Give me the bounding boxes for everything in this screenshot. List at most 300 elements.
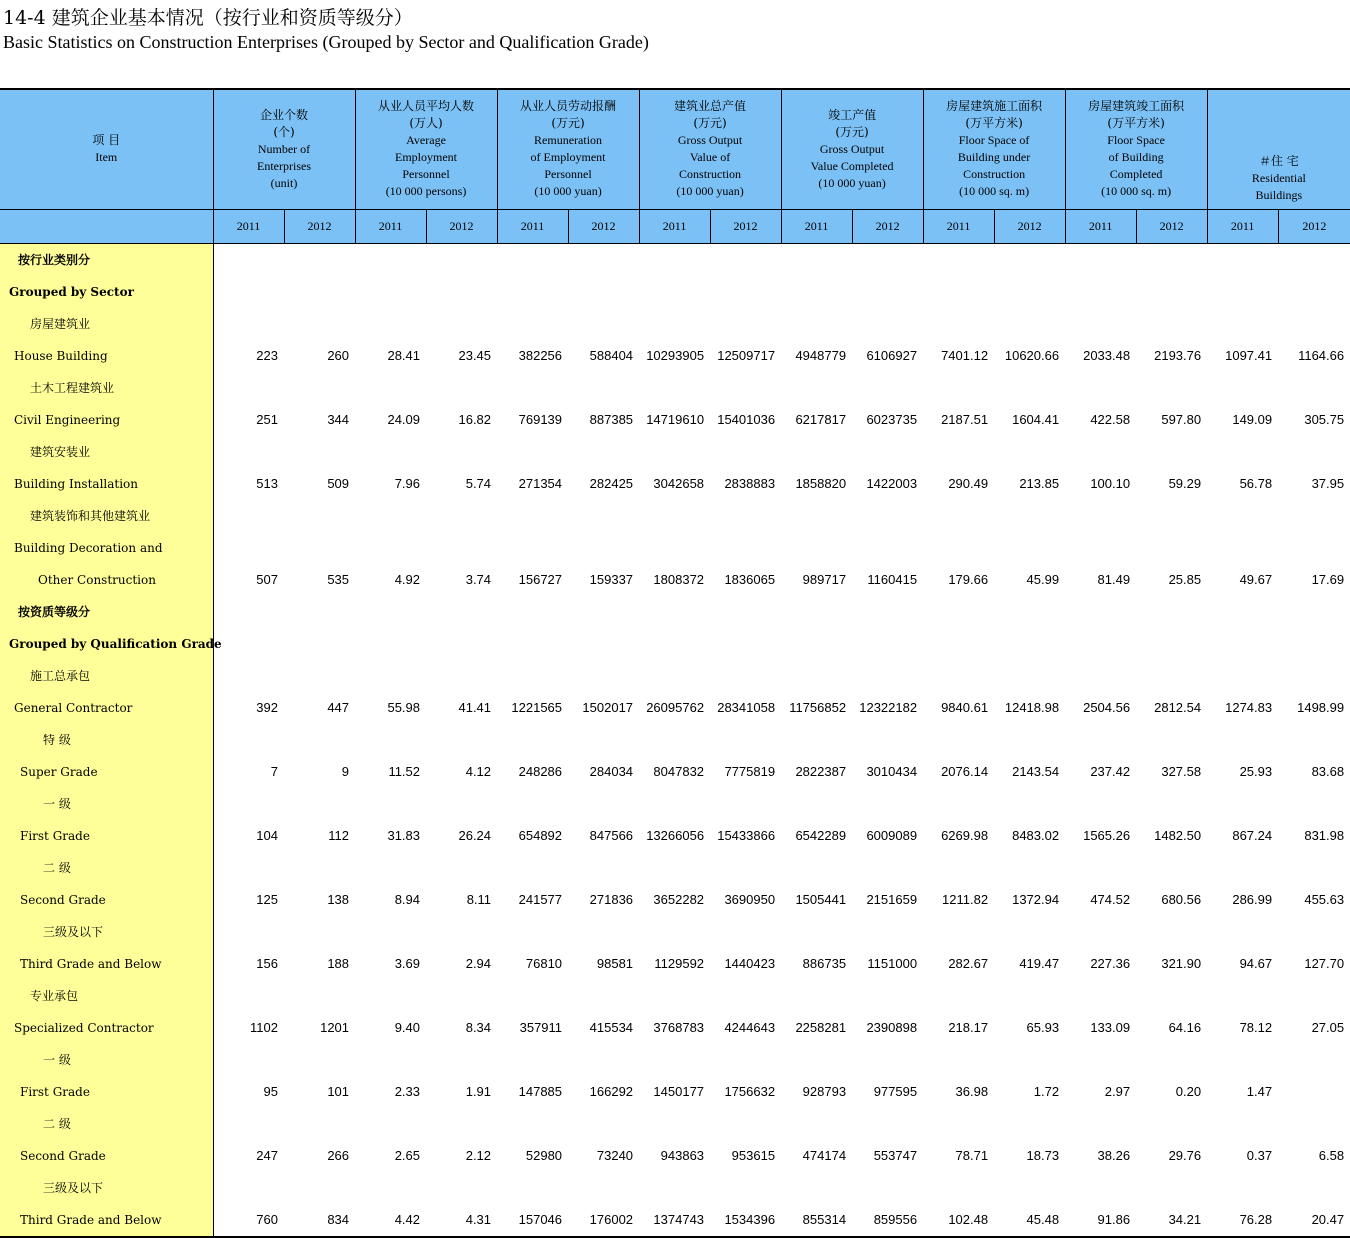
table-cell [213,436,284,468]
table-cell: 886735 [802,956,847,971]
table-row [0,916,1350,948]
table-cell [1278,372,1350,404]
table-cell [497,500,568,532]
table-cell [1065,308,1136,340]
table-cell [497,724,568,756]
table-cell [284,1172,355,1204]
table-cell: 392 [256,700,278,715]
table-row [0,500,1350,532]
table-cell [1136,372,1207,404]
table-cell: 3768783 [653,1020,705,1035]
table-cell: 56.78 [1239,476,1273,491]
table-cell [710,276,781,308]
row-label: Grouped by Qualification Grade [0,628,213,660]
table-cell [994,372,1065,404]
table-cell [568,788,639,820]
table-cell: 513 [256,476,278,491]
table-cell [781,276,852,308]
table-cell: 6023735 [866,412,918,427]
table-cell [710,660,781,692]
table-row [0,404,1350,436]
table-cell: 36.98 [955,1084,989,1099]
year-header: 2011 [1065,209,1136,243]
table-cell: 3042658 [653,476,705,491]
table-cell: 7.96 [394,476,421,491]
table-cell: 305.75 [1304,412,1345,427]
table-cell [426,500,497,532]
table-cell: 247 [256,1148,278,1163]
table-cell [923,852,994,884]
table-cell: 2193.76 [1154,348,1202,363]
table-cell [497,436,568,468]
table-cell [1207,532,1278,564]
table-cell [639,276,710,308]
table-cell [497,1044,568,1076]
table-cell: 260 [327,348,350,363]
table-cell [781,980,852,1012]
table-cell: 159337 [589,572,634,587]
table-cell: 18.73 [1026,1148,1060,1163]
table-cell [426,436,497,468]
table-cell: 64.16 [1168,1020,1202,1035]
table-cell [1136,276,1207,308]
table-cell [1278,532,1350,564]
table-cell [710,788,781,820]
table-cell [852,660,923,692]
header-enterprises: 企业个数 (个) Number of Enterprises (unit) [213,89,355,209]
table-cell [781,628,852,660]
table-row [0,1204,1350,1237]
table-cell: 509 [327,476,350,491]
table-cell: 188 [327,956,350,971]
row-label: 按资质等级分 [0,596,213,628]
year-header: 2012 [1136,209,1207,243]
table-cell [994,1172,1065,1204]
table-cell [1136,724,1207,756]
table-cell [781,1108,852,1140]
table-cell [213,276,284,308]
table-cell: 282.67 [948,956,989,971]
table-cell [213,852,284,884]
table-cell [1065,500,1136,532]
header-floor-under-construction: 房屋建筑施工面积 (万平方米) Floor Space of Building under Construction (10 000 sq. m) [923,89,1065,209]
table-row [0,724,1350,756]
table-cell: 55.98 [387,700,421,715]
table-cell: 474174 [802,1148,847,1163]
table-cell: 8483.02 [1012,828,1060,843]
table-cell [1136,532,1207,564]
table-cell [355,372,426,404]
table-cell [1065,372,1136,404]
table-cell: 133.09 [1090,1020,1131,1035]
table-cell [213,1172,284,1204]
table-cell: 1565.26 [1083,828,1131,843]
table-cell [710,1172,781,1204]
table-cell [497,852,568,884]
row-label: First Grade [0,1076,213,1108]
table-cell [497,1108,568,1140]
row-label: 特 级 [0,724,213,756]
table-cell [923,980,994,1012]
header-floor-completed: 房屋建筑竣工面积 (万平方米) Floor Space of Building Completed (10 000 sq. m) [1065,89,1207,209]
table-cell [781,1172,852,1204]
table-cell [923,243,994,276]
table-cell [497,980,568,1012]
table-cell [639,852,710,884]
table-cell: 125 [256,892,278,907]
table-cell [923,628,994,660]
table-cell [497,532,568,564]
row-label: Building Installation [0,468,213,500]
table-row [0,564,1350,596]
table-cell: 887385 [589,412,634,427]
table-row [0,1044,1350,1076]
table-cell: 4.31 [426,1204,497,1237]
table-cell [497,308,568,340]
table-cell [1065,596,1136,628]
table-cell [781,852,852,884]
table-cell: 2812.54 [1154,700,1202,715]
table-cell [994,660,1065,692]
table-cell: 218.17 [948,1020,989,1035]
table-cell [213,1044,284,1076]
table-cell [1136,980,1207,1012]
table-cell: 760 [213,1204,284,1237]
table-cell [923,532,994,564]
header-item: 项 目 Item [0,89,213,209]
table-cell [1207,980,1278,1012]
table-cell: 859556 [852,1204,923,1237]
table-cell [1065,788,1136,820]
page-title-en: Basic Statistics on Construction Enterprises (Grouped by Sector and Qualification Grade) [3,32,649,52]
table-cell: 6542289 [795,828,847,843]
header-completed-value: 竣工产值 (万元) Gross Output Value Completed (10 000 yuan) [781,89,923,209]
table-cell: 0.20 [1175,1084,1202,1099]
table-cell [781,788,852,820]
table-cell: 855314 [781,1204,852,1237]
table-cell: 12418.98 [1004,700,1060,715]
table-cell [355,724,426,756]
table-cell [497,1172,568,1204]
table-cell: 382256 [518,348,563,363]
table-cell [1065,436,1136,468]
table-cell: 102.48 [923,1204,994,1237]
table-cell: 149.09 [1232,412,1273,427]
table-cell [639,1044,710,1076]
table-cell: 237.42 [1090,764,1131,779]
table-cell [710,724,781,756]
table-cell: 76.28 [1207,1204,1278,1237]
row-label: 三级及以下 [0,1172,213,1204]
table-cell [1136,308,1207,340]
year-header-row [0,209,1350,243]
table-cell [1136,243,1207,276]
table-cell: 6.58 [1318,1148,1345,1163]
table-cell: 588404 [589,348,634,363]
table-cell [284,436,355,468]
table-cell [213,788,284,820]
table-cell: 1201 [320,1020,350,1035]
table-cell [355,596,426,628]
table-cell: 15401036 [717,412,776,427]
table-cell [781,1044,852,1076]
table-cell [1278,308,1350,340]
table-cell: 327.58 [1161,764,1202,779]
table-cell: 680.56 [1161,892,1202,907]
table-cell: 27.05 [1311,1020,1345,1035]
table-cell: 2151659 [866,892,918,907]
table-cell [284,372,355,404]
table-cell [284,916,355,948]
table-cell [994,436,1065,468]
table-cell [568,852,639,884]
table-cell [639,1172,710,1204]
table-cell: 45.99 [1026,572,1060,587]
table-cell: 3690950 [724,892,776,907]
table-cell: 45.48 [994,1204,1065,1237]
table-cell: 59.29 [1168,476,1202,491]
table-cell: 156727 [518,572,563,587]
table-cell: 127.70 [1304,956,1345,971]
row-label: Other Construction [0,564,213,596]
table-cell [639,788,710,820]
table-cell [852,724,923,756]
table-cell [1207,916,1278,948]
table-cell [1278,596,1350,628]
table-cell: 1440423 [724,956,776,971]
table-row [0,980,1350,1012]
table-cell [355,852,426,884]
table-cell [1207,1044,1278,1076]
table-cell [781,372,852,404]
table-cell: 2143.54 [1012,764,1060,779]
year-header: 2011 [923,209,994,243]
table-cell: 953615 [731,1148,776,1163]
table-cell [1207,308,1278,340]
table-cell [568,532,639,564]
table-cell [568,372,639,404]
table-cell: 9 [341,764,350,779]
row-label: General Contractor [0,692,213,724]
row-label: 一 级 [0,788,213,820]
table-cell [497,916,568,948]
table-cell [639,916,710,948]
table-cell [426,276,497,308]
table-cell [1136,788,1207,820]
table-row [0,243,1350,276]
table-cell: 2390898 [866,1020,918,1035]
table-cell [639,1108,710,1140]
table-cell: 1160415 [867,572,918,587]
table-cell [923,1044,994,1076]
table-cell: 11756852 [789,700,847,715]
header-employment: 从业人员平均人数 (万人) Average Employment Personnel (10 000 persons) [355,89,497,209]
table-cell [1207,276,1278,308]
table-cell [639,243,710,276]
table-cell [994,276,1065,308]
table-cell: 156 [256,956,278,971]
table-cell [781,532,852,564]
table-cell: 834 [284,1204,355,1237]
table-cell [213,372,284,404]
table-cell: 321.90 [1161,956,1202,971]
row-label: Grouped by Sector [0,276,213,308]
table-cell: 597.80 [1161,412,1202,427]
table-cell: 2.94 [465,956,492,971]
table-cell: 23.45 [458,348,492,363]
table-cell: 1450177 [653,1084,705,1099]
table-cell [923,724,994,756]
table-cell [923,788,994,820]
table-cell [1278,788,1350,820]
table-cell [710,243,781,276]
row-label: Third Grade and Below [0,1204,213,1237]
table-cell [284,276,355,308]
table-cell [923,372,994,404]
table-cell [1065,852,1136,884]
table-cell [426,308,497,340]
table-cell: 284034 [589,764,634,779]
table-cell [426,980,497,1012]
table-cell [1278,916,1350,948]
table-cell: 3652282 [653,892,705,907]
row-label: 建筑装饰和其他建筑业 [0,500,213,532]
table-cell: 1374743 [639,1204,710,1237]
table-cell: 977595 [873,1084,918,1099]
table-cell [994,308,1065,340]
table-cell [994,1108,1065,1140]
table-cell [213,980,284,1012]
table-cell: 535 [327,572,350,587]
table-cell: 1221565 [511,700,563,715]
table-cell [1207,372,1278,404]
table-cell: 928793 [802,1084,847,1099]
table-cell: 1372.94 [1012,892,1060,907]
table-cell: 112 [328,828,350,843]
table-cell [923,916,994,948]
table-cell [1065,1172,1136,1204]
table-cell [568,980,639,1012]
table-cell: 271836 [589,892,634,907]
table-row [0,596,1350,628]
table-cell [497,660,568,692]
table-cell: 78.71 [955,1148,989,1163]
table-cell: 474.52 [1090,892,1131,907]
table-cell [213,532,284,564]
table-cell [1065,724,1136,756]
table-row [0,948,1350,980]
table-cell [426,372,497,404]
table-cell: 1604.41 [1012,412,1060,427]
year-header: 2012 [852,209,923,243]
table-cell: 16.82 [458,412,492,427]
table-cell: 6217817 [795,412,847,427]
table-cell [1278,1108,1350,1140]
table-cell: 73240 [596,1148,634,1163]
table-cell [497,596,568,628]
table-cell [1065,628,1136,660]
table-cell [213,724,284,756]
table-cell [355,916,426,948]
table-cell: 248286 [518,764,563,779]
table-cell: 831.98 [1304,828,1345,843]
table-cell [994,628,1065,660]
table-cell [781,243,852,276]
table-cell [284,1108,355,1140]
table-cell: 3.74 [465,572,492,587]
table-cell: 8047832 [653,764,705,779]
table-cell [1065,243,1136,276]
table-cell [852,500,923,532]
table-cell [852,596,923,628]
table-cell [710,372,781,404]
table-cell [568,596,639,628]
table-cell [1207,596,1278,628]
table-row [0,1140,1350,1172]
table-cell: 34.21 [1136,1204,1207,1237]
row-label: 建筑安装业 [0,436,213,468]
table-cell [1065,1044,1136,1076]
table-cell [852,1044,923,1076]
table-cell [1136,1108,1207,1140]
table-cell [852,532,923,564]
table-cell [1207,436,1278,468]
row-label: 三级及以下 [0,916,213,948]
table-cell: 6269.98 [941,828,989,843]
table-cell [639,596,710,628]
table-cell: 2.65 [394,1148,421,1163]
table-cell: 2504.56 [1083,700,1131,715]
table-cell [284,500,355,532]
table-cell: 52980 [525,1148,563,1163]
table-cell: 83.68 [1311,764,1345,779]
table-cell: 24.09 [387,412,421,427]
table-cell [284,980,355,1012]
table-cell [781,916,852,948]
table-cell [355,243,426,276]
table-cell: 25.93 [1239,764,1273,779]
year-header-item-blank [0,209,213,243]
table-cell [781,724,852,756]
table-cell [355,436,426,468]
table-cell [639,500,710,532]
table-cell: 100.10 [1090,476,1131,491]
table-cell [1278,660,1350,692]
table-cell: 78.12 [1239,1020,1273,1035]
table-cell: 227.36 [1090,956,1131,971]
table-cell: 7 [270,764,278,779]
table-cell [1136,660,1207,692]
table-cell: 29.76 [1168,1148,1202,1163]
table-cell [1065,916,1136,948]
table-cell: 26095762 [646,700,705,715]
table-cell: 15433866 [717,828,776,843]
table-cell: 3.69 [394,956,421,971]
table-cell [1065,276,1136,308]
table-cell: 2076.14 [941,764,989,779]
table-cell [994,500,1065,532]
table-cell: 6009089 [866,828,918,843]
table-cell [568,1172,639,1204]
table-cell [994,852,1065,884]
row-label: 专业承包 [0,980,213,1012]
table-row [0,372,1350,404]
table-cell [710,436,781,468]
table-cell [284,788,355,820]
table-cell: 4.12 [465,764,492,779]
table-cell: 1482.50 [1154,828,1202,843]
table-cell [852,436,923,468]
